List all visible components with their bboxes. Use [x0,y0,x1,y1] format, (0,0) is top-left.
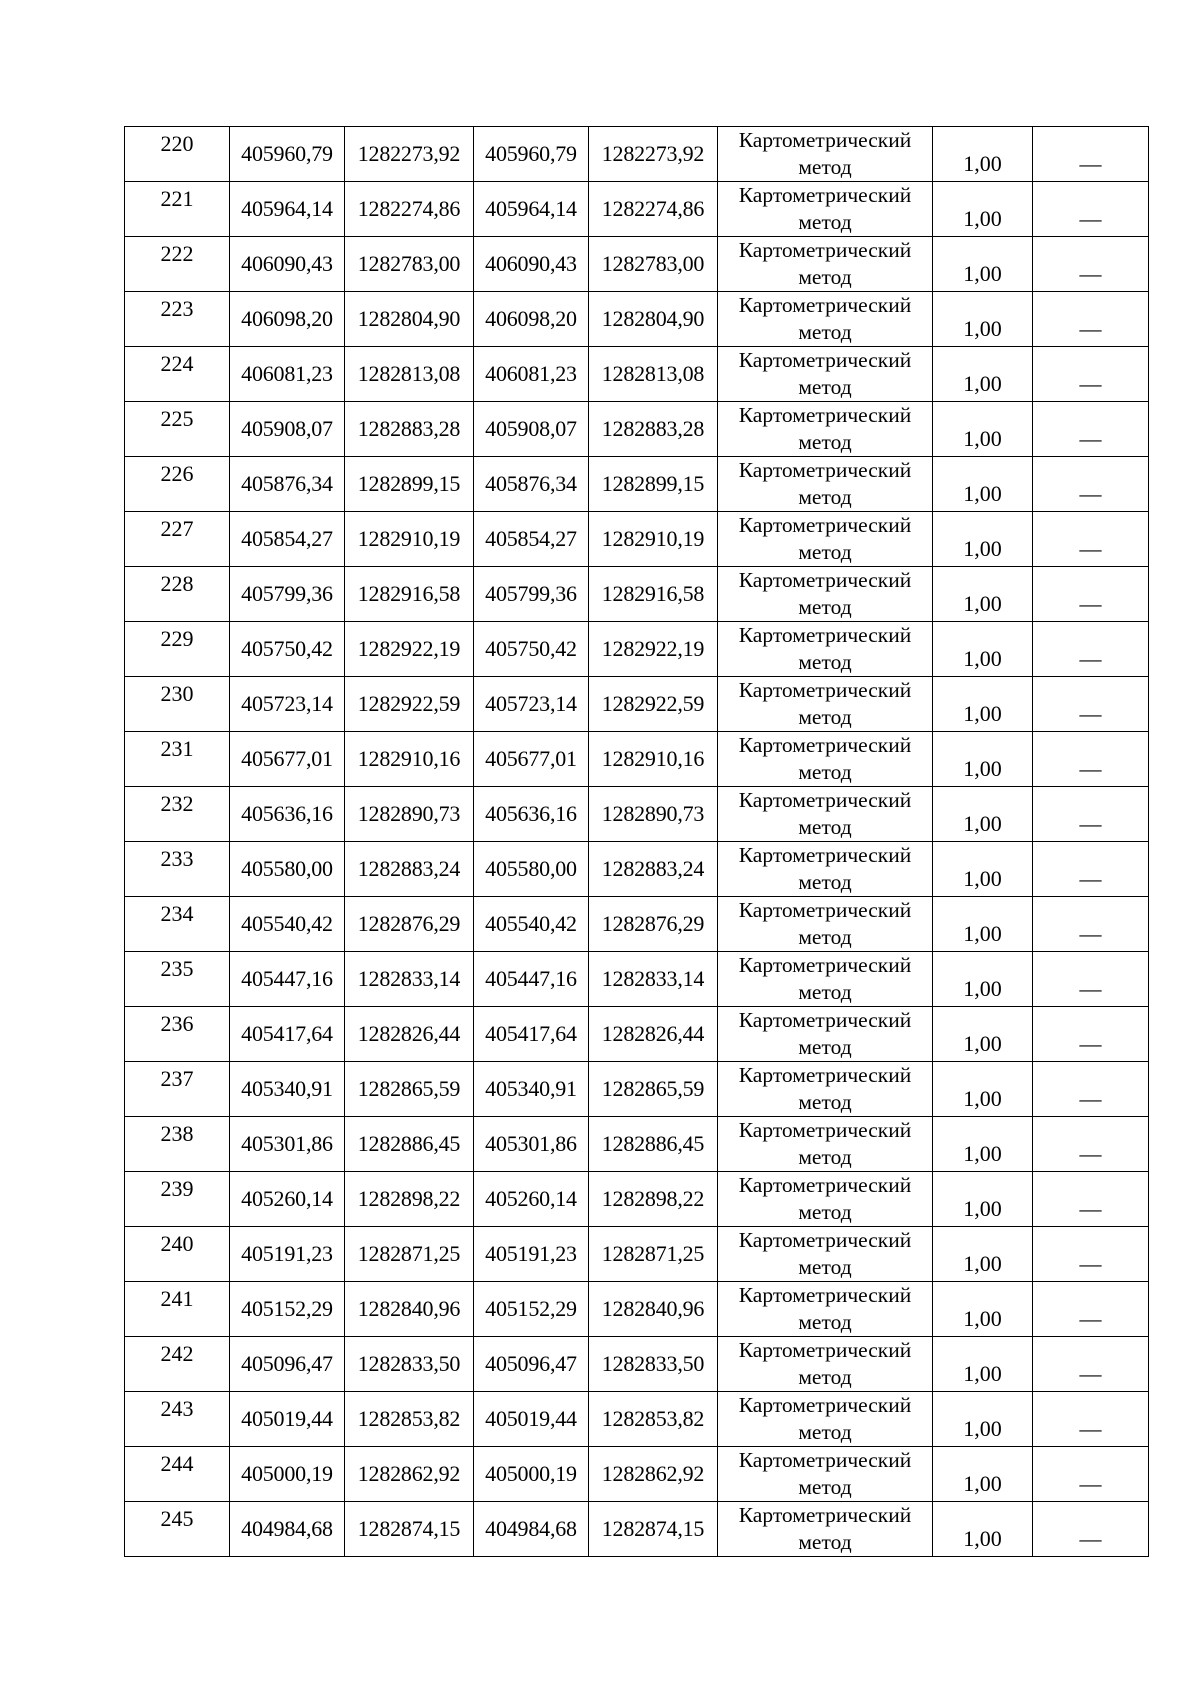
accuracy-cell: 1,00 [933,127,1033,182]
description-cell: — [1033,677,1149,732]
point-number-cell: 222 [125,237,230,292]
new-y-cell: 1282898,22 [589,1172,718,1227]
method-line-2: метод [798,485,852,509]
method-line-1: Картометрический [738,183,912,207]
new-y-cell: 1282783,00 [589,237,718,292]
method-line-1: Картометрический [738,678,912,702]
description-cell: — [1033,732,1149,787]
accuracy-cell: 1,00 [933,952,1033,1007]
point-number-cell: 245 [125,1502,230,1557]
description-cell: — [1033,1282,1149,1337]
existing-x-cell: 405096,47 [230,1337,345,1392]
method-line-1: Картометрический [738,568,912,592]
new-y-cell: 1282853,82 [589,1392,718,1447]
method-line-2: метод [798,705,852,729]
existing-x-cell: 405447,16 [230,952,345,1007]
new-y-cell: 1282813,08 [589,347,718,402]
new-x-cell: 405340,91 [474,1062,589,1117]
new-y-cell: 1282833,50 [589,1337,718,1392]
method-line-1: Картометрический [738,843,912,867]
new-x-cell: 404984,68 [474,1502,589,1557]
method-cell [718,1502,933,1557]
method-cell [718,677,933,732]
method-line-1: Картометрический [738,128,912,152]
new-x-cell: 405000,19 [474,1447,589,1502]
existing-x-cell: 405000,19 [230,1447,345,1502]
existing-x-cell: 405636,16 [230,787,345,842]
new-x-cell: 405636,16 [474,787,589,842]
point-number-cell: 220 [125,127,230,182]
existing-x-cell: 405580,00 [230,842,345,897]
existing-x-cell: 406081,23 [230,347,345,402]
new-x-cell: 406090,43 [474,237,589,292]
accuracy-cell: 1,00 [933,292,1033,347]
point-number-cell: 241 [125,1282,230,1337]
new-x-cell: 405799,36 [474,567,589,622]
point-number-cell: 240 [125,1227,230,1282]
method-line-2: метод [798,320,852,344]
method-line-2: метод [798,430,852,454]
method-cell [718,1172,933,1227]
new-y-cell: 1282886,45 [589,1117,718,1172]
existing-x-cell: 404984,68 [230,1502,345,1557]
description-cell: — [1033,457,1149,512]
accuracy-cell: 1,00 [933,842,1033,897]
method-cell [718,1007,933,1062]
method-line-1: Картометрический [738,733,912,757]
existing-y-cell: 1282916,58 [345,567,474,622]
new-y-cell: 1282910,16 [589,732,718,787]
description-cell: — [1033,237,1149,292]
accuracy-cell: 1,00 [933,182,1033,237]
method-line-1: Картометрический [738,898,912,922]
description-cell: — [1033,402,1149,457]
new-y-cell: 1282274,86 [589,182,718,237]
method-line-1: Картометрический [738,1118,912,1142]
point-number-cell: 231 [125,732,230,787]
accuracy-cell: 1,00 [933,732,1033,787]
accuracy-cell: 1,00 [933,1007,1033,1062]
new-y-cell: 1282804,90 [589,292,718,347]
existing-x-cell: 405191,23 [230,1227,345,1282]
method-line-1: Картометрический [738,953,912,977]
existing-y-cell: 1282883,28 [345,402,474,457]
method-line-1: Картометрический [738,238,912,262]
table-row [125,732,1149,787]
new-x-cell: 405723,14 [474,677,589,732]
new-x-cell: 406098,20 [474,292,589,347]
accuracy-cell: 1,00 [933,1447,1033,1502]
method-line-2: метод [798,1090,852,1114]
method-line-2: метод [798,1200,852,1224]
existing-y-cell: 1282874,15 [345,1502,474,1557]
new-x-cell: 405854,27 [474,512,589,567]
new-y-cell: 1282883,24 [589,842,718,897]
description-cell: — [1033,1447,1149,1502]
description-cell: — [1033,1227,1149,1282]
point-number-cell: 227 [125,512,230,567]
point-number-cell: 244 [125,1447,230,1502]
existing-y-cell: 1282804,90 [345,292,474,347]
new-y-cell: 1282862,92 [589,1447,718,1502]
new-y-cell: 1282273,92 [589,127,718,182]
existing-y-cell: 1282898,22 [345,1172,474,1227]
point-number-cell: 239 [125,1172,230,1227]
method-line-1: Картометрический [738,788,912,812]
method-line-2: метод [798,1145,852,1169]
point-number-cell: 230 [125,677,230,732]
table-row [125,347,1149,402]
point-number-cell: 223 [125,292,230,347]
method-line-1: Картометрический [738,293,912,317]
description-cell: — [1033,1172,1149,1227]
existing-y-cell: 1282833,50 [345,1337,474,1392]
method-line-1: Картометрический [738,1283,912,1307]
table-row [125,1007,1149,1062]
new-x-cell: 405447,16 [474,952,589,1007]
method-cell [718,512,933,567]
method-line-1: Картометрический [738,623,912,647]
description-cell: — [1033,842,1149,897]
method-line-2: метод [798,760,852,784]
method-line-2: метод [798,540,852,564]
table-row [125,1447,1149,1502]
existing-y-cell: 1282273,92 [345,127,474,182]
existing-y-cell: 1282890,73 [345,787,474,842]
existing-x-cell: 405340,91 [230,1062,345,1117]
method-line-1: Картометрический [738,1063,912,1087]
description-cell: — [1033,622,1149,677]
accuracy-cell: 1,00 [933,1172,1033,1227]
method-cell [718,952,933,1007]
point-number-cell: 234 [125,897,230,952]
new-y-cell: 1282890,73 [589,787,718,842]
accuracy-cell: 1,00 [933,402,1033,457]
table-row [125,952,1149,1007]
existing-y-cell: 1282826,44 [345,1007,474,1062]
existing-y-cell: 1282783,00 [345,237,474,292]
method-cell [718,1282,933,1337]
existing-y-cell: 1282853,82 [345,1392,474,1447]
new-x-cell: 405152,29 [474,1282,589,1337]
method-line-2: метод [798,210,852,234]
new-y-cell: 1282916,58 [589,567,718,622]
method-cell [718,787,933,842]
table-row [125,402,1149,457]
description-cell: — [1033,347,1149,402]
existing-y-cell: 1282833,14 [345,952,474,1007]
new-x-cell: 405677,01 [474,732,589,787]
method-cell [718,292,933,347]
table-row [125,1117,1149,1172]
new-y-cell: 1282874,15 [589,1502,718,1557]
method-line-1: Картометрический [738,458,912,482]
table-row [125,1062,1149,1117]
accuracy-cell: 1,00 [933,1117,1033,1172]
method-cell [718,182,933,237]
method-cell [718,1062,933,1117]
method-line-1: Картометрический [738,1228,912,1252]
accuracy-cell: 1,00 [933,457,1033,512]
method-line-1: Картометрический [738,1503,912,1527]
new-x-cell: 405191,23 [474,1227,589,1282]
method-line-2: метод [798,155,852,179]
table-row [125,1227,1149,1282]
point-number-cell: 225 [125,402,230,457]
table-row [125,292,1149,347]
method-cell [718,842,933,897]
existing-x-cell: 405750,42 [230,622,345,677]
method-cell [718,622,933,677]
point-number-cell: 236 [125,1007,230,1062]
description-cell: — [1033,292,1149,347]
method-cell [718,732,933,787]
method-line-1: Картометрический [738,1393,912,1417]
table-row [125,622,1149,677]
method-line-1: Картометрический [738,403,912,427]
table-row [125,897,1149,952]
table-row [125,1172,1149,1227]
accuracy-cell: 1,00 [933,1227,1033,1282]
method-line-2: метод [798,1310,852,1334]
method-line-2: метод [798,980,852,1004]
table-row [125,842,1149,897]
point-number-cell: 229 [125,622,230,677]
method-line-2: метод [798,815,852,839]
existing-y-cell: 1282871,25 [345,1227,474,1282]
description-cell: — [1033,567,1149,622]
description-cell: — [1033,897,1149,952]
existing-y-cell: 1282922,59 [345,677,474,732]
existing-x-cell: 405540,42 [230,897,345,952]
point-number-cell: 235 [125,952,230,1007]
existing-y-cell: 1282274,86 [345,182,474,237]
method-cell [718,1117,933,1172]
existing-x-cell: 405960,79 [230,127,345,182]
method-line-2: метод [798,870,852,894]
method-line-2: метод [798,650,852,674]
table-row [125,237,1149,292]
table-body [125,127,1149,1557]
description-cell: — [1033,512,1149,567]
new-x-cell: 405960,79 [474,127,589,182]
point-number-cell: 233 [125,842,230,897]
accuracy-cell: 1,00 [933,622,1033,677]
existing-y-cell: 1282922,19 [345,622,474,677]
method-line-2: метод [798,1035,852,1059]
existing-x-cell: 405260,14 [230,1172,345,1227]
new-x-cell: 405019,44 [474,1392,589,1447]
method-cell [718,1392,933,1447]
table-row [125,1392,1149,1447]
table-row [125,1337,1149,1392]
new-y-cell: 1282826,44 [589,1007,718,1062]
method-line-1: Картометрический [738,1173,912,1197]
table-row [125,182,1149,237]
new-y-cell: 1282840,96 [589,1282,718,1337]
new-x-cell: 405750,42 [474,622,589,677]
table-row [125,512,1149,567]
new-y-cell: 1282883,28 [589,402,718,457]
table-row [125,787,1149,842]
method-line-2: метод [798,1255,852,1279]
new-x-cell: 405301,86 [474,1117,589,1172]
existing-x-cell: 405964,14 [230,182,345,237]
new-x-cell: 405417,64 [474,1007,589,1062]
description-cell: — [1033,1007,1149,1062]
new-y-cell: 1282876,29 [589,897,718,952]
existing-y-cell: 1282886,45 [345,1117,474,1172]
description-cell: — [1033,1062,1149,1117]
new-x-cell: 406081,23 [474,347,589,402]
accuracy-cell: 1,00 [933,567,1033,622]
accuracy-cell: 1,00 [933,897,1033,952]
new-y-cell: 1282922,59 [589,677,718,732]
accuracy-cell: 1,00 [933,512,1033,567]
point-number-cell: 237 [125,1062,230,1117]
new-x-cell: 405540,42 [474,897,589,952]
method-line-2: метод [798,595,852,619]
method-cell [718,1227,933,1282]
new-x-cell: 405964,14 [474,182,589,237]
existing-x-cell: 405854,27 [230,512,345,567]
existing-x-cell: 405152,29 [230,1282,345,1337]
point-number-cell: 238 [125,1117,230,1172]
table-row [125,457,1149,512]
description-cell: — [1033,127,1149,182]
method-cell [718,897,933,952]
table-row [125,677,1149,732]
method-line-1: Картометрический [738,348,912,372]
method-line-1: Картометрический [738,1448,912,1472]
point-number-cell: 226 [125,457,230,512]
method-line-2: метод [798,1365,852,1389]
table-row [125,567,1149,622]
new-y-cell: 1282871,25 [589,1227,718,1282]
method-cell [718,347,933,402]
accuracy-cell: 1,00 [933,1337,1033,1392]
table-row [125,1282,1149,1337]
existing-y-cell: 1282876,29 [345,897,474,952]
point-number-cell: 242 [125,1337,230,1392]
accuracy-cell: 1,00 [933,1282,1033,1337]
method-line-1: Картометрический [738,1008,912,1032]
new-x-cell: 405096,47 [474,1337,589,1392]
accuracy-cell: 1,00 [933,1392,1033,1447]
method-line-2: метод [798,265,852,289]
method-line-2: метод [798,1420,852,1444]
new-y-cell: 1282922,19 [589,622,718,677]
existing-y-cell: 1282910,16 [345,732,474,787]
description-cell: — [1033,787,1149,842]
point-number-cell: 228 [125,567,230,622]
method-cell [718,1337,933,1392]
method-cell [718,457,933,512]
existing-x-cell: 405677,01 [230,732,345,787]
existing-x-cell: 405417,64 [230,1007,345,1062]
existing-x-cell: 405908,07 [230,402,345,457]
description-cell: — [1033,952,1149,1007]
method-line-2: метод [798,1530,852,1554]
description-cell: — [1033,1502,1149,1557]
point-number-cell: 221 [125,182,230,237]
new-x-cell: 405876,34 [474,457,589,512]
existing-x-cell: 405301,86 [230,1117,345,1172]
new-y-cell: 1282865,59 [589,1062,718,1117]
existing-y-cell: 1282813,08 [345,347,474,402]
table-row [125,127,1149,182]
new-x-cell: 405908,07 [474,402,589,457]
method-line-2: метод [798,1475,852,1499]
existing-y-cell: 1282910,19 [345,512,474,567]
point-number-cell: 224 [125,347,230,402]
description-cell: — [1033,1117,1149,1172]
new-y-cell: 1282833,14 [589,952,718,1007]
new-x-cell: 405260,14 [474,1172,589,1227]
method-line-1: Картометрический [738,1338,912,1362]
method-line-1: Картометрический [738,513,912,537]
new-x-cell: 405580,00 [474,842,589,897]
existing-x-cell: 405723,14 [230,677,345,732]
new-y-cell: 1282899,15 [589,457,718,512]
description-cell: — [1033,1337,1149,1392]
accuracy-cell: 1,00 [933,347,1033,402]
existing-y-cell: 1282883,24 [345,842,474,897]
accuracy-cell: 1,00 [933,1502,1033,1557]
method-cell [718,127,933,182]
accuracy-cell: 1,00 [933,677,1033,732]
method-cell [718,1447,933,1502]
description-cell: — [1033,182,1149,237]
existing-y-cell: 1282862,92 [345,1447,474,1502]
accuracy-cell: 1,00 [933,1062,1033,1117]
point-number-cell: 232 [125,787,230,842]
existing-y-cell: 1282840,96 [345,1282,474,1337]
method-line-2: метод [798,925,852,949]
existing-x-cell: 405799,36 [230,567,345,622]
existing-x-cell: 406098,20 [230,292,345,347]
existing-x-cell: 406090,43 [230,237,345,292]
method-cell [718,567,933,622]
table-row [125,1502,1149,1557]
new-y-cell: 1282910,19 [589,512,718,567]
coordinates-table [124,126,1149,1557]
existing-y-cell: 1282865,59 [345,1062,474,1117]
point-number-cell: 243 [125,1392,230,1447]
method-line-2: метод [798,375,852,399]
accuracy-cell: 1,00 [933,787,1033,842]
existing-x-cell: 405876,34 [230,457,345,512]
method-cell [718,237,933,292]
description-cell: — [1033,1392,1149,1447]
accuracy-cell: 1,00 [933,237,1033,292]
existing-y-cell: 1282899,15 [345,457,474,512]
method-cell [718,402,933,457]
existing-x-cell: 405019,44 [230,1392,345,1447]
